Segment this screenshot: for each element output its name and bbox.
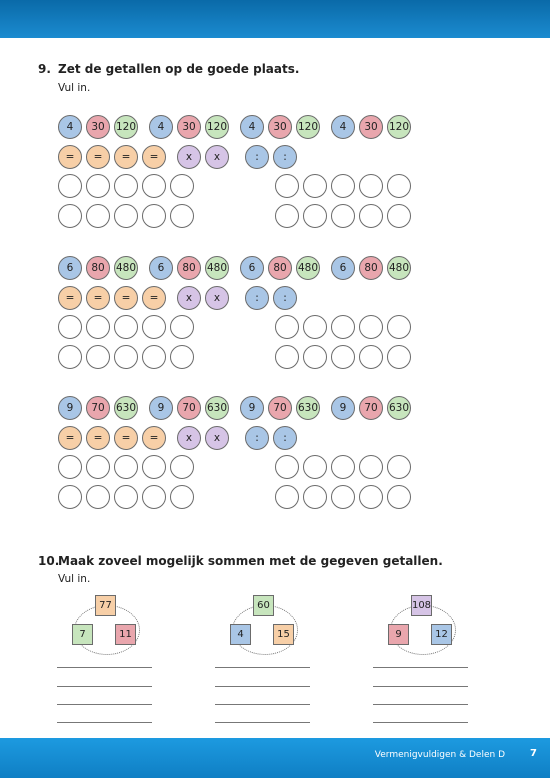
- operator-chip: =: [114, 286, 138, 310]
- answer-line[interactable]: [215, 722, 310, 723]
- answer-circle[interactable]: [114, 455, 138, 479]
- answer-circle[interactable]: [331, 455, 355, 479]
- answer-circle[interactable]: [114, 485, 138, 509]
- page-number: 7: [530, 748, 537, 759]
- answer-circle[interactable]: [86, 455, 110, 479]
- answer-circle[interactable]: [142, 174, 166, 198]
- answer-circle[interactable]: [331, 315, 355, 339]
- number-box-top: 108: [411, 595, 432, 616]
- number-chip: 480: [387, 256, 411, 280]
- number-chip: 4: [149, 115, 173, 139]
- number-box-right: 15: [273, 624, 294, 645]
- answer-line[interactable]: [57, 704, 152, 705]
- number-chip: 80: [359, 256, 383, 280]
- number-chip: 480: [114, 256, 138, 280]
- answer-circle[interactable]: [170, 315, 194, 339]
- operator-chip: =: [58, 426, 82, 450]
- answer-circle[interactable]: [142, 315, 166, 339]
- answer-line[interactable]: [215, 704, 310, 705]
- answer-circle[interactable]: [275, 485, 299, 509]
- number-chip: 30: [359, 115, 383, 139]
- answer-circle[interactable]: [359, 204, 383, 228]
- answer-line[interactable]: [373, 722, 468, 723]
- number-chip: 6: [331, 256, 355, 280]
- number-chip: 30: [86, 115, 110, 139]
- number-chip: 9: [58, 396, 82, 420]
- answer-circle[interactable]: [359, 485, 383, 509]
- operator-chip: :: [273, 286, 297, 310]
- answer-circle[interactable]: [170, 455, 194, 479]
- number-chip: 630: [205, 396, 229, 420]
- answer-circle[interactable]: [387, 315, 411, 339]
- operator-chip: :: [273, 145, 297, 169]
- answer-circle[interactable]: [331, 174, 355, 198]
- answer-circle[interactable]: [170, 174, 194, 198]
- number-chip: 80: [86, 256, 110, 280]
- answer-circle[interactable]: [303, 345, 327, 369]
- number-chip: 120: [387, 115, 411, 139]
- answer-circle[interactable]: [387, 485, 411, 509]
- answer-line[interactable]: [57, 686, 152, 687]
- operator-chip: =: [86, 145, 110, 169]
- answer-circle[interactable]: [331, 204, 355, 228]
- operator-chip: =: [86, 286, 110, 310]
- answer-circle[interactable]: [86, 345, 110, 369]
- answer-circle[interactable]: [142, 345, 166, 369]
- exercise-10-number: 10.: [38, 554, 60, 568]
- exercise-9-number: 9.: [38, 62, 51, 76]
- answer-circle[interactable]: [275, 345, 299, 369]
- number-chip: 4: [58, 115, 82, 139]
- answer-line[interactable]: [373, 704, 468, 705]
- number-chip: 70: [268, 396, 292, 420]
- operator-chip: x: [205, 145, 229, 169]
- answer-circle[interactable]: [58, 455, 82, 479]
- number-chip: 120: [205, 115, 229, 139]
- number-chip: 480: [296, 256, 320, 280]
- answer-circle[interactable]: [58, 174, 82, 198]
- number-box-top: 60: [253, 595, 274, 616]
- answer-circle[interactable]: [86, 204, 110, 228]
- number-chip: 9: [149, 396, 173, 420]
- number-box-left: 9: [388, 624, 409, 645]
- number-chip: 480: [205, 256, 229, 280]
- exercise-9-instruction: Vul in.: [58, 82, 91, 94]
- answer-circle[interactable]: [275, 455, 299, 479]
- answer-circle[interactable]: [170, 485, 194, 509]
- operator-chip: =: [86, 426, 110, 450]
- number-chip: 120: [114, 115, 138, 139]
- operator-chip: x: [205, 286, 229, 310]
- answer-circle[interactable]: [86, 174, 110, 198]
- answer-line[interactable]: [57, 722, 152, 723]
- answer-circle[interactable]: [142, 204, 166, 228]
- answer-circle[interactable]: [114, 315, 138, 339]
- operator-chip: :: [273, 426, 297, 450]
- answer-circle[interactable]: [114, 345, 138, 369]
- operator-chip: =: [114, 145, 138, 169]
- exercise-9-title: Zet de getallen op de goede plaats.: [58, 62, 300, 76]
- number-chip: 630: [296, 396, 320, 420]
- answer-circle[interactable]: [331, 345, 355, 369]
- answer-circle[interactable]: [303, 174, 327, 198]
- number-box-right: 11: [115, 624, 136, 645]
- number-chip: 70: [86, 396, 110, 420]
- number-chip: 630: [114, 396, 138, 420]
- operator-chip: =: [58, 145, 82, 169]
- number-chip: 80: [268, 256, 292, 280]
- number-chip: 120: [296, 115, 320, 139]
- number-chip: 80: [177, 256, 201, 280]
- answer-circle[interactable]: [58, 315, 82, 339]
- operator-chip: =: [142, 426, 166, 450]
- answer-line[interactable]: [373, 686, 468, 687]
- answer-circle[interactable]: [359, 455, 383, 479]
- exercise-10-instruction: Vul in.: [58, 573, 91, 585]
- number-chip: 4: [240, 115, 264, 139]
- exercise-10-title: Maak zoveel mogelijk sommen met de gegeven getallen.: [58, 554, 443, 568]
- number-chip: 9: [240, 396, 264, 420]
- number-chip: 6: [149, 256, 173, 280]
- operator-chip: x: [205, 426, 229, 450]
- answer-circle[interactable]: [331, 485, 355, 509]
- number-chip: 30: [177, 115, 201, 139]
- answer-circle[interactable]: [170, 204, 194, 228]
- answer-line[interactable]: [215, 686, 310, 687]
- number-chip: 630: [387, 396, 411, 420]
- number-box-top: 77: [95, 595, 116, 616]
- number-chip: 70: [359, 396, 383, 420]
- answer-circle[interactable]: [86, 485, 110, 509]
- answer-circle[interactable]: [387, 204, 411, 228]
- operator-chip: x: [177, 426, 201, 450]
- answer-circle[interactable]: [303, 204, 327, 228]
- answer-circle[interactable]: [359, 174, 383, 198]
- answer-circle[interactable]: [359, 345, 383, 369]
- number-box-right: 12: [431, 624, 452, 645]
- answer-circle[interactable]: [359, 315, 383, 339]
- answer-circle[interactable]: [142, 455, 166, 479]
- answer-circle[interactable]: [170, 345, 194, 369]
- answer-circle[interactable]: [303, 315, 327, 339]
- number-chip: 70: [177, 396, 201, 420]
- number-box-left: 4: [230, 624, 251, 645]
- footer-title: Vermenigvuldigen & Delen D: [374, 750, 505, 760]
- answer-circle[interactable]: [114, 174, 138, 198]
- operator-chip: =: [114, 426, 138, 450]
- answer-circle[interactable]: [114, 204, 138, 228]
- operator-chip: =: [142, 145, 166, 169]
- number-chip: 9: [331, 396, 355, 420]
- answer-circle[interactable]: [303, 455, 327, 479]
- number-chip: 6: [58, 256, 82, 280]
- answer-line[interactable]: [373, 667, 468, 668]
- answer-line[interactable]: [57, 667, 152, 668]
- answer-circle[interactable]: [142, 485, 166, 509]
- operator-chip: :: [245, 286, 269, 310]
- answer-circle[interactable]: [387, 455, 411, 479]
- answer-circle[interactable]: [387, 345, 411, 369]
- answer-circle[interactable]: [387, 174, 411, 198]
- answer-circle[interactable]: [86, 315, 110, 339]
- answer-circle[interactable]: [58, 204, 82, 228]
- answer-line[interactable]: [215, 667, 310, 668]
- header-bar: [0, 0, 550, 38]
- operator-chip: :: [245, 426, 269, 450]
- answer-circle[interactable]: [303, 485, 327, 509]
- answer-circle[interactable]: [275, 315, 299, 339]
- operator-chip: x: [177, 286, 201, 310]
- number-chip: 6: [240, 256, 264, 280]
- answer-circle[interactable]: [275, 174, 299, 198]
- operator-chip: =: [58, 286, 82, 310]
- number-chip: 4: [331, 115, 355, 139]
- operator-chip: :: [245, 145, 269, 169]
- answer-circle[interactable]: [275, 204, 299, 228]
- answer-circle[interactable]: [58, 345, 82, 369]
- operator-chip: =: [142, 286, 166, 310]
- number-box-left: 7: [72, 624, 93, 645]
- operator-chip: x: [177, 145, 201, 169]
- number-chip: 30: [268, 115, 292, 139]
- answer-circle[interactable]: [58, 485, 82, 509]
